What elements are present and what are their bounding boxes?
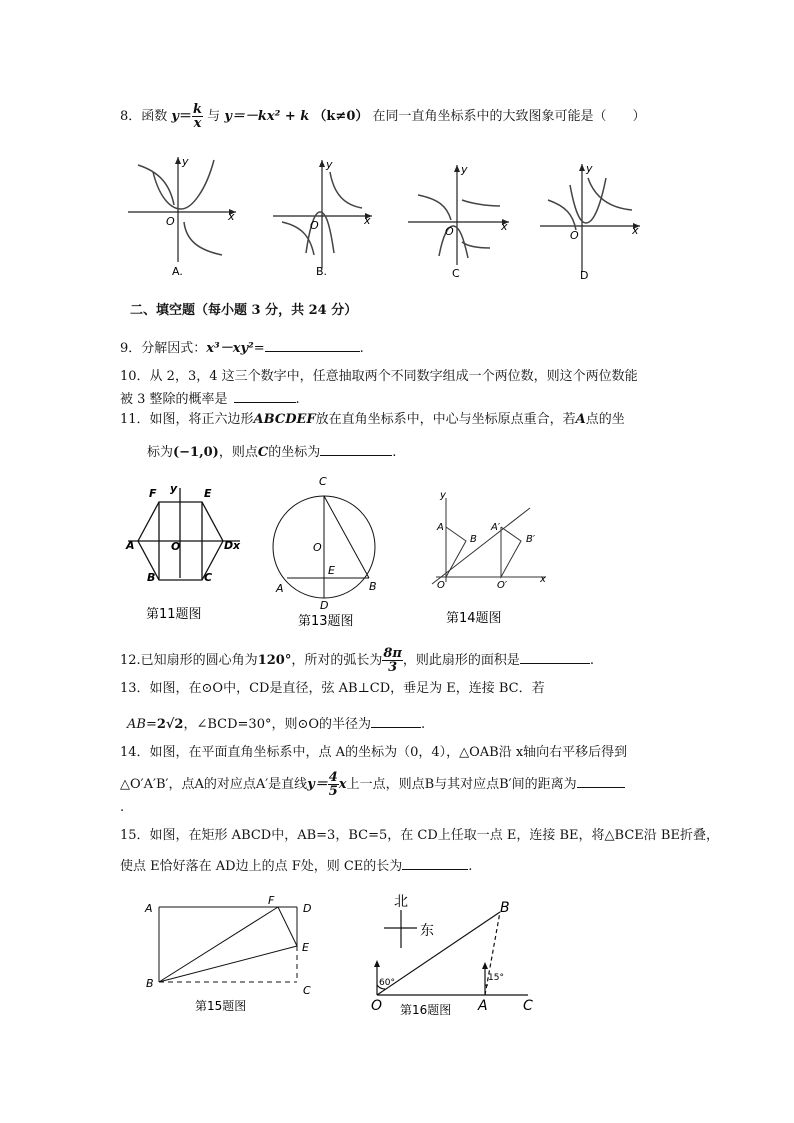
figures-11-13-14 [0, 470, 794, 635]
label-A: A [126, 539, 135, 552]
caption-fig13: 第13题图 [298, 614, 354, 629]
q8-option-graphs [0, 0, 794, 300]
axis-x-label: x [501, 220, 508, 233]
figure-13 [273, 496, 375, 598]
origin-label: O [310, 219, 319, 232]
label-B: B [369, 580, 377, 593]
label-E: E [328, 564, 335, 577]
option-label-1: B. [316, 265, 328, 278]
label-C: C [319, 475, 327, 488]
figure-15 [159, 907, 297, 982]
option-a-graph [128, 155, 236, 278]
section-2-title: 二、填空题（每小题 3 分，共 24 分） [130, 303, 358, 318]
question-10-line2: 被 3 整除的概率是 . [120, 388, 300, 410]
figure-11 [128, 488, 240, 580]
label-15deg: 15° [488, 973, 504, 983]
answer-blank[interactable] [520, 649, 590, 664]
axis-x-label: x [364, 214, 371, 227]
question-10-line1: 10．从 2，3，4 这三个数字中，任意抽取两个不同数字组成一个两位数，则这个两位数能 [120, 369, 638, 384]
question-11-line1: 11．如图，将正六边形ABCDEF放在直角坐标系中，中心与坐标原点重合，若A点的坐 [120, 412, 625, 427]
origin-label: O [445, 225, 454, 238]
label-E: E [204, 487, 212, 500]
answer-blank[interactable] [320, 441, 392, 456]
label-north: 北 [394, 894, 408, 910]
answer-blank[interactable] [265, 337, 360, 352]
label-B-prime: B′ [526, 534, 536, 545]
label-D: D [303, 902, 312, 915]
label-A: A [437, 522, 444, 533]
label-y: y [440, 490, 446, 501]
question-8: 8．函数 y＝ $\frac{k}{x}$ 与 y＝－kx² + k （k≠0） 在同一直角坐标系中的大致图象可能是（ ） [120, 102, 646, 131]
question-9: 9．分解因式：x³－xy²= . [120, 337, 364, 359]
label-D: D [224, 539, 234, 552]
answer-blank[interactable] [234, 388, 296, 403]
label-B: B [470, 534, 477, 545]
axis-y-label: y [461, 163, 468, 176]
answer-blank[interactable] [371, 713, 421, 728]
option-d-graph [540, 162, 640, 282]
label-O: O [437, 580, 445, 591]
label-E: E [302, 941, 309, 954]
label-B: B [147, 571, 156, 584]
label-x: x [540, 574, 546, 585]
label-east: 东 [420, 923, 434, 939]
label-F: F [268, 894, 275, 907]
fraction-k-over-x: $\frac{k}{x}$ [193, 102, 203, 131]
label-D: D [320, 599, 329, 612]
question-12: 12.已知扇形的圆心角为120°，所对的弧长为 $\frac{8\pi}{3}$ ，则此扇形的面积是 . [120, 646, 595, 675]
label-A: A [145, 902, 153, 915]
label-O-prime: O′ [497, 580, 508, 591]
question-13-line2: AB=2√2，∠BCD=30°，则⊙O的半径为 . [127, 713, 425, 735]
origin-label: O [166, 215, 175, 228]
figure-16 [377, 910, 528, 995]
question-14-line1: 14．如图，在平面直角坐标系中，点 A的坐标为（0，4），△OAB沿 x轴向右平移后得到 [120, 745, 628, 760]
label-A: A [478, 998, 488, 1014]
label-F: F [149, 487, 157, 500]
label-60deg: 60° [379, 978, 395, 988]
axis-y-label: y [182, 155, 189, 168]
option-label-0: A. [172, 265, 183, 278]
label-B: B [146, 977, 154, 990]
question-14-end: . [120, 800, 125, 815]
caption-fig15: 第15题图 [195, 999, 247, 1013]
label-y: y [170, 482, 178, 495]
caption-fig14: 第14题图 [446, 611, 502, 626]
label-O: O [313, 541, 322, 554]
label-A: A [276, 582, 284, 595]
label-B: B [500, 900, 510, 916]
answer-blank[interactable] [402, 855, 468, 870]
question-15-line1: 15．如图，在矩形 ABCD中，AB=3，BC=5，在 CD上任取一点 E，连接 BE，将△BCE沿 BE折叠， [120, 828, 719, 843]
option-label-3: D [580, 269, 589, 282]
question-11-line2: 标为(−1,0)，则点C的坐标为 . [147, 441, 396, 463]
label-C: C [523, 998, 533, 1014]
question-15-line2: 使点 E恰好落在 AD边上的点 F处，则 CE的长为 . [120, 855, 472, 877]
label-C: C [204, 571, 213, 584]
label-A-prime: A′ [491, 522, 501, 533]
caption-fig11: 第11题图 [146, 607, 202, 622]
question-14-line2: △O′A′B′，点A的对应点A′是直线y＝ $\frac{4}{5}$ x上一点，则点B与其对应点B′间的距离为 [120, 771, 625, 798]
option-c-graph [408, 163, 509, 280]
fraction-8pi-over-3: $\frac{8\pi}{3}$ [383, 646, 402, 675]
axis-y-label: y [326, 158, 333, 171]
label-O: O [171, 540, 181, 553]
axis-x-label: x [632, 224, 639, 237]
axis-y-label: y [586, 162, 593, 175]
label-C: C [303, 984, 311, 997]
label-O: O [371, 998, 383, 1014]
question-13-line1: 13．如图，在⊙O中，CD是直径，弦 AB⊥CD，垂足为 E，连接 BC．若 [120, 681, 545, 696]
label-x: x [233, 539, 241, 552]
origin-label: O [570, 229, 579, 242]
caption-fig16: 第16题图 [400, 1003, 452, 1017]
option-label-2: C [452, 267, 460, 280]
answer-blank[interactable] [577, 773, 625, 788]
figures-15-16 [0, 890, 794, 1030]
option-b-graph [273, 158, 372, 278]
fraction-4-over-5: $\frac{4}{5}$ [328, 770, 338, 799]
axis-x-label: x [228, 210, 235, 223]
